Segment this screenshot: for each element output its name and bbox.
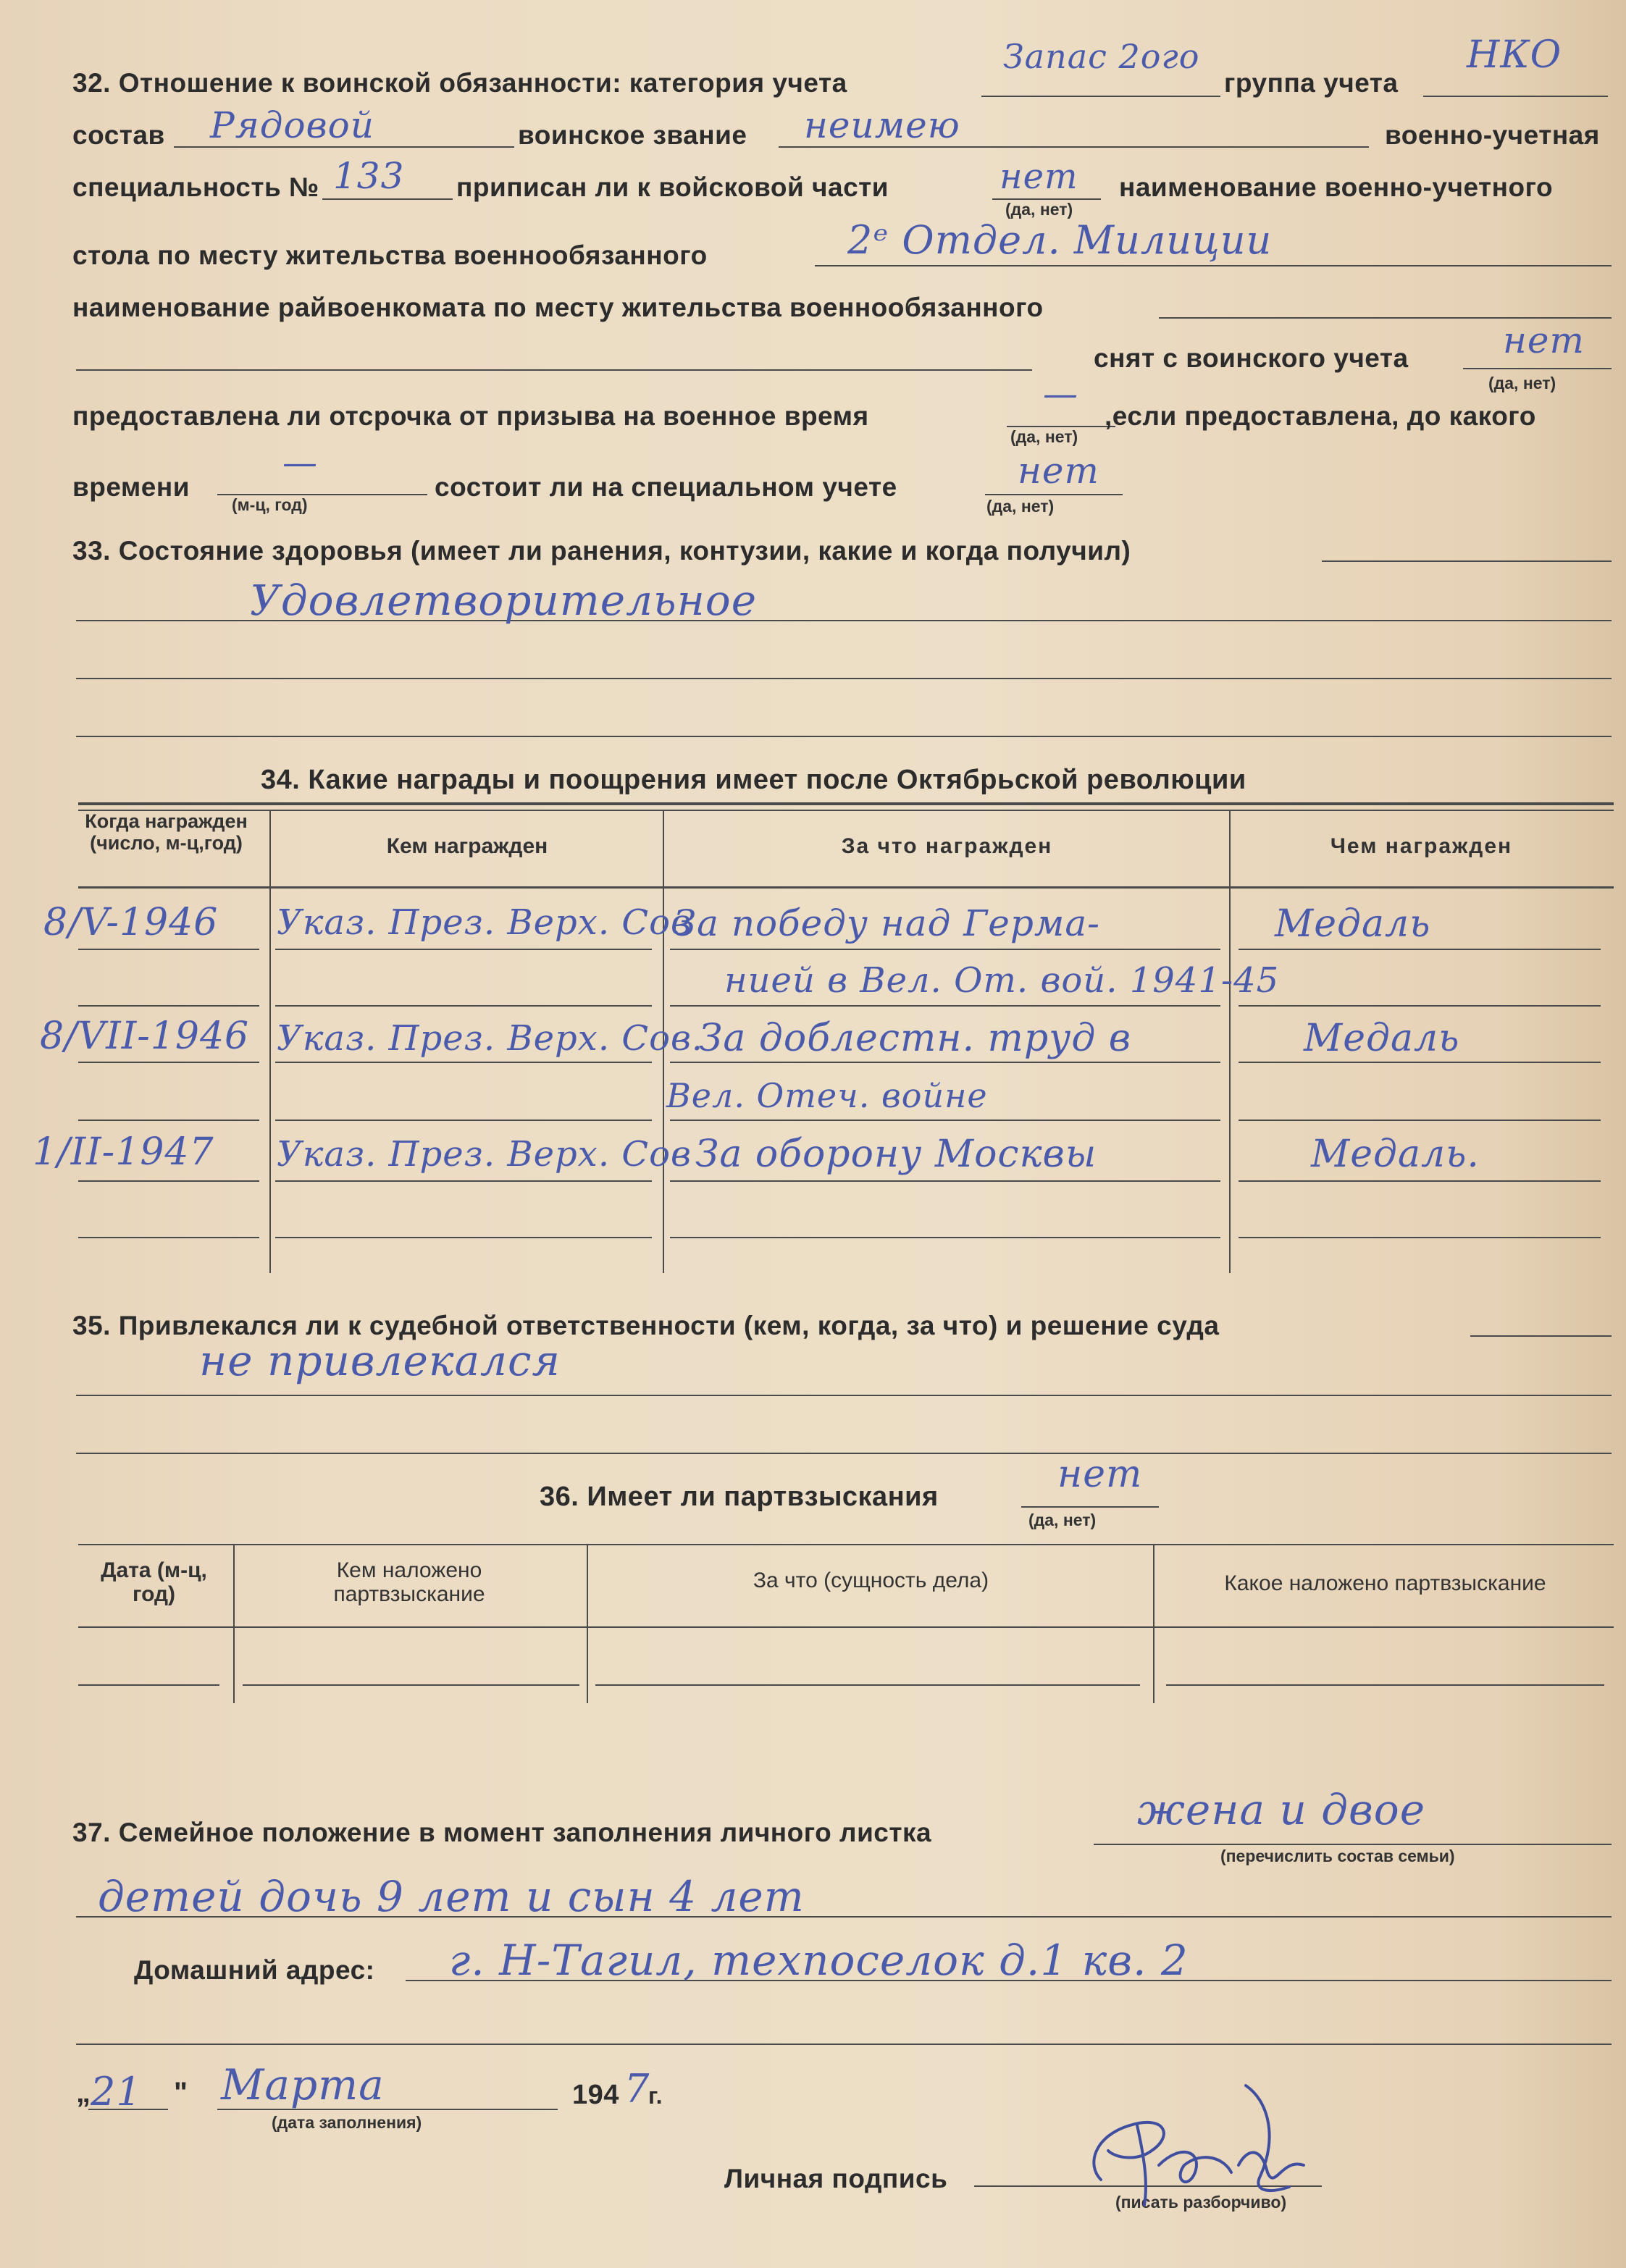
s34-row4-for: Вел. Отеч. войне bbox=[666, 1076, 988, 1115]
s34-row1-for: За победу над Герма- bbox=[674, 902, 1101, 944]
s32-deferment-hint: (да, нет) bbox=[1010, 427, 1078, 446]
s32-assigned-hint: (да, нет) bbox=[1005, 200, 1073, 219]
s32-group-label: группа учета bbox=[1224, 68, 1399, 98]
date-open-quote: „ bbox=[76, 2077, 91, 2109]
s33-value: Удовлетворительное bbox=[250, 576, 758, 625]
s34-row2-for: нией в Вел. От. вой. 1941-45 bbox=[724, 960, 1280, 1001]
s32-if-granted-label: ,если предоставлена, до какого bbox=[1105, 401, 1536, 431]
signature-image bbox=[1028, 2057, 1333, 2223]
s35-label: 35. Привлекался ли к судебной ответственности (кем, когда, за что) и решение суда bbox=[72, 1311, 1220, 1340]
s34-row5-when: 1/II-1947 bbox=[33, 1130, 214, 1174]
s37-address-label: Домашний адрес: bbox=[134, 1955, 375, 1985]
s34-header-for: За что награжден bbox=[841, 834, 1053, 858]
s32-specialty-label: специальность № bbox=[72, 172, 319, 202]
s32-name-table-label: наименование военно-учетного bbox=[1119, 172, 1554, 202]
s36-header-by: Кем наложено партвзыскание bbox=[333, 1558, 485, 1606]
s32-composition-label: состав bbox=[72, 120, 165, 150]
signature-hint: (писать разборчиво) bbox=[1115, 2193, 1287, 2212]
date-year-prefix: 194 bbox=[572, 2080, 619, 2110]
s32-special-label: состоит ли на специальном учете bbox=[435, 472, 897, 502]
s32-deferment-value: — bbox=[1043, 374, 1078, 414]
s33-label: 33. Состояние здоровья (имеет ли ранения, контузии, какие и когда получил) bbox=[72, 536, 1131, 566]
s37-value1: жена и двое bbox=[1137, 1785, 1426, 1834]
s34-header-what: Чем награжден bbox=[1330, 834, 1513, 858]
s34-title: 34. Какие награды и поощрения имеет после Октябрьской революции bbox=[261, 765, 1246, 795]
s34-row1-what: Медаль bbox=[1275, 902, 1431, 946]
date-close-quote: " bbox=[174, 2077, 188, 2109]
s32-category-value: Запас 2ого bbox=[1003, 37, 1200, 76]
date-month: Марта bbox=[221, 2060, 385, 2109]
s37-value2: детей дочь 9 лет и сын 4 лет bbox=[98, 1872, 805, 1921]
s32-line1: 32. Отношение к воинской обязанности: категория учета bbox=[72, 68, 847, 98]
s32-group-value: НКО bbox=[1467, 33, 1562, 77]
s37-address-value: г. Н-Тагил, техпоселок д.1 кв. 2 bbox=[449, 1936, 1189, 1985]
s32-rank-label: воинское звание bbox=[518, 120, 747, 150]
s32-removed-label: снят с воинского учета bbox=[1094, 343, 1409, 373]
s34-row3-for: За доблестн. труд в bbox=[699, 1017, 1132, 1060]
s32-removed-value: нет bbox=[1503, 319, 1585, 361]
s32-removed-hint: (да, нет) bbox=[1488, 374, 1556, 392]
s32-table-value: 2ᵉ Отдел. Милиции bbox=[847, 217, 1273, 263]
s34-row5-for: За оборону Москвы bbox=[695, 1133, 1097, 1176]
s34-header-when: Когда награжден (число, м-ц,год) bbox=[85, 810, 248, 854]
s34-header-by: Кем награжден bbox=[386, 834, 548, 858]
s35-value: не привлекался bbox=[199, 1336, 561, 1385]
s36-header-for: За что (сущность дела) bbox=[753, 1568, 989, 1592]
s36-title: 36. Имеет ли партвзыскания bbox=[540, 1482, 939, 1512]
s32-special-value: нет bbox=[1018, 450, 1099, 492]
s32-vus-label: военно-учетная bbox=[1385, 120, 1600, 150]
s34-row5-by: Указ. През. Верх. Сов bbox=[277, 1134, 692, 1175]
signature-label: Личная подпись bbox=[724, 2164, 948, 2193]
s34-row1-when: 8/V-1946 bbox=[43, 901, 219, 944]
s34-row3-when: 8/VII-1946 bbox=[40, 1015, 250, 1058]
s32-time-hint: (м-ц, год) bbox=[232, 495, 308, 514]
s36-hint: (да, нет) bbox=[1028, 1511, 1097, 1529]
s32-time-label: времени bbox=[72, 472, 190, 502]
date-year-digit: 7 bbox=[624, 2066, 650, 2112]
date-year-suffix: г. bbox=[648, 2083, 663, 2109]
s32-table-label: стола по месту жительства военнообязанного bbox=[72, 240, 708, 270]
s34-row3-what: Медаль bbox=[1304, 1017, 1460, 1060]
s36-value: нет bbox=[1057, 1453, 1143, 1496]
s32-time-value: — bbox=[282, 442, 318, 483]
date-hint: (дата заполнения) bbox=[272, 2113, 422, 2132]
s37-label: 37. Семейное положение в момент заполнения личного листка bbox=[72, 1818, 932, 1847]
date-day: 21 bbox=[91, 2069, 142, 2114]
s36-header-what: Какое наложено партвзыскание bbox=[1224, 1571, 1546, 1595]
s32-specialty-value: 133 bbox=[333, 155, 405, 197]
s34-row3-by: Указ. През. Верх. Сов. bbox=[277, 1018, 704, 1059]
s32-composition-value: Рядовой bbox=[210, 104, 374, 146]
s32-deferment-label: предоставлена ли отсрочка от призыва на военное время bbox=[72, 401, 869, 431]
s32-assigned-value: нет bbox=[1000, 156, 1078, 197]
s36-header-date: Дата (м-ц, год) bbox=[101, 1558, 207, 1606]
s32-special-hint: (да, нет) bbox=[986, 497, 1055, 516]
s32-assigned-label: приписан ли к войсковой части bbox=[456, 172, 889, 202]
s34-row5-what: Медаль. bbox=[1311, 1133, 1480, 1176]
s34-row1-by: Указ. През. Верх. Сов bbox=[277, 902, 692, 943]
s32-raivoenkomat-label: наименование райвоенкомата по месту жительства военнообязанного bbox=[72, 293, 1044, 322]
s32-rank-value: неимею bbox=[804, 104, 960, 146]
s37-hint: (перечислить состав семьи) bbox=[1220, 1847, 1455, 1865]
